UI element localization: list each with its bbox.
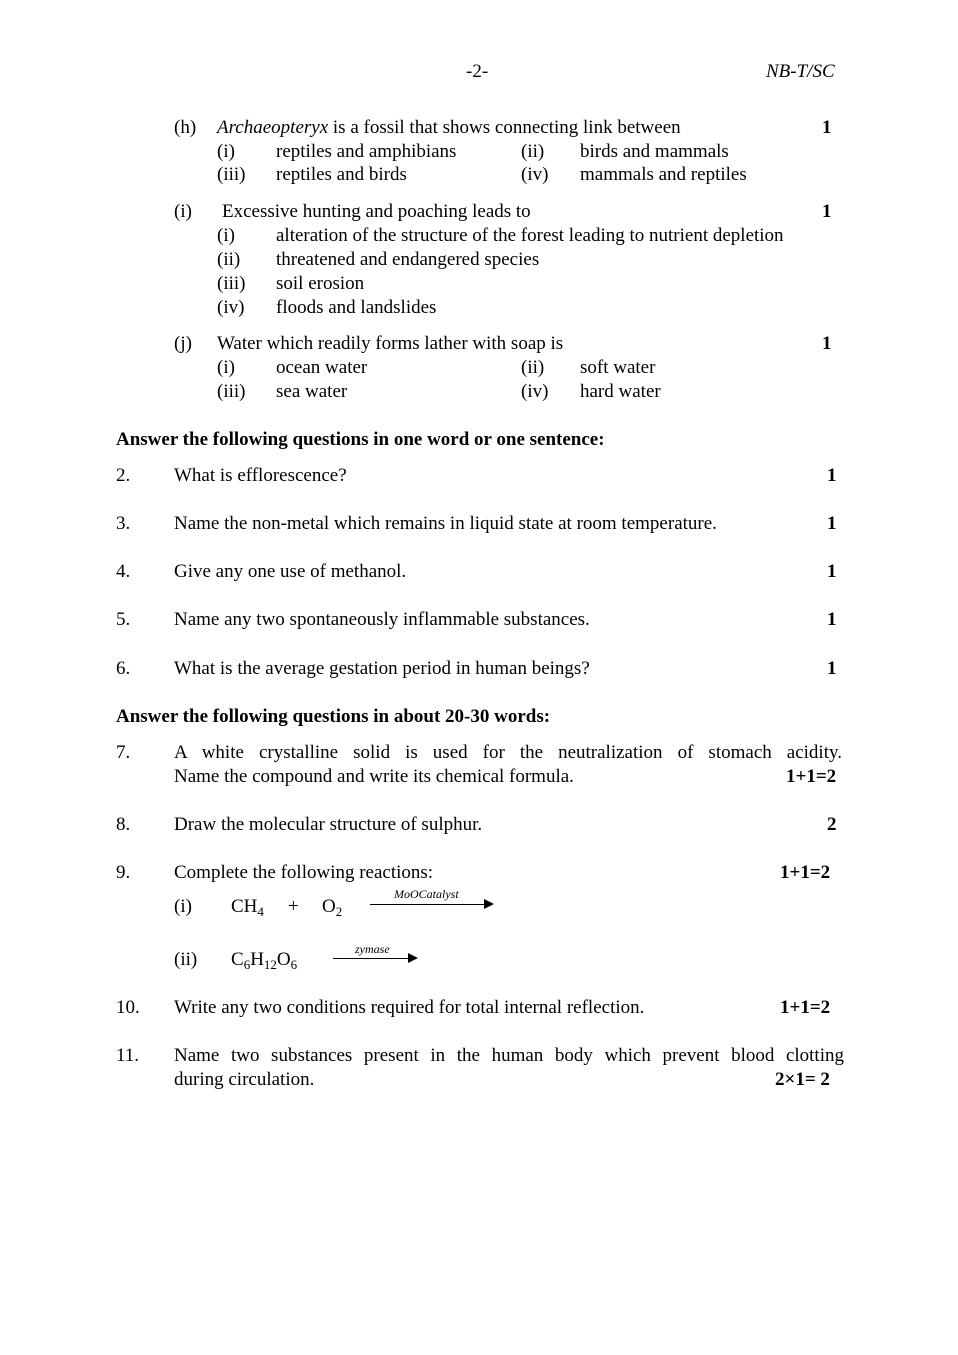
question-text: What is the average gestation period in human beings? <box>174 658 590 679</box>
arrow-shaft <box>370 904 484 905</box>
question-number: 10. <box>116 997 140 1018</box>
marks: 2×1= 2 <box>775 1069 830 1090</box>
term-archaeopteryx: Archaeopteryx <box>217 117 329 138</box>
option-text: reptiles and amphibians <box>276 141 457 162</box>
marks: 1 <box>822 333 832 354</box>
question-text-line1: Name two substances present in the human body which prevent blood clotting <box>174 1045 844 1066</box>
option-num: (iv) <box>521 381 549 402</box>
option-text: threatened and endangered species <box>276 249 540 270</box>
option-text: ocean water <box>276 357 368 378</box>
option-text: alteration of the structure of the forest leading to nutrient depletion <box>276 225 784 246</box>
question-text-line2: Name the compound and write its chemical formula. <box>174 766 574 787</box>
marks: 2 <box>827 814 837 835</box>
option-num: (iv) <box>521 164 549 185</box>
option-num: (i) <box>217 141 235 162</box>
question-number: 11. <box>116 1045 140 1066</box>
reactant-methane: $CH_4$ <box>231 896 264 919</box>
arrow-head-icon <box>408 953 418 963</box>
question-label: (j) <box>174 333 192 354</box>
question-number: 7. <box>116 742 131 763</box>
question-number: 2. <box>116 465 131 486</box>
catalyst-label: zymase <box>355 942 390 956</box>
question-text: Excessive hunting and poaching leads to <box>222 201 531 222</box>
section-heading-short: Answer the following questions in one word or one sentence: <box>116 429 605 450</box>
option-text: birds and mammals <box>580 141 729 162</box>
marks: 1 <box>827 609 837 630</box>
question-label: (i) <box>174 201 192 222</box>
arrow-head-icon <box>484 899 494 909</box>
marks: 1 <box>827 465 837 486</box>
option-num: (iii) <box>217 273 246 294</box>
reactant-oxygen: $O_2$ <box>322 896 343 919</box>
question-text: Water which readily forms lather with soap is <box>217 333 564 354</box>
option-text: hard water <box>580 381 661 402</box>
question-number: 6. <box>116 658 131 679</box>
marks: 1 <box>827 658 837 679</box>
option-text: soil erosion <box>276 273 365 294</box>
option-text: floods and landslides <box>276 297 437 318</box>
question-number: 9. <box>116 862 131 883</box>
arrow-shaft <box>333 958 409 959</box>
option-num: (ii) <box>521 357 545 378</box>
option-text: reptiles and birds <box>276 164 407 185</box>
marks: 1+1=2 <box>786 766 837 787</box>
question-number: 5. <box>116 609 131 630</box>
question-label: (h) <box>174 117 197 138</box>
marks: 1+1=2 <box>780 862 831 883</box>
option-num: (ii) <box>217 249 241 270</box>
option-num: (iii) <box>217 381 246 402</box>
option-text: sea water <box>276 381 348 402</box>
option-text: mammals and reptiles <box>580 164 747 185</box>
option-num: (i) <box>217 225 235 246</box>
reaction-label: (ii) <box>174 949 198 970</box>
page-number: -2- <box>466 61 489 82</box>
question-text: Archaeopteryx is a fossil that shows connecting link between <box>217 117 681 138</box>
marks: 1+1=2 <box>780 997 831 1018</box>
question-text: Name any two spontaneously inflammable substances. <box>174 609 590 630</box>
reactant-glucose: $C_6H_{12}O_6$ <box>231 949 298 972</box>
question-number: 4. <box>116 561 131 582</box>
option-num: (iv) <box>217 297 245 318</box>
option-text: soft water <box>580 357 656 378</box>
option-num: (i) <box>217 357 235 378</box>
question-number: 8. <box>116 814 131 835</box>
marks: 1 <box>822 117 832 138</box>
question-text-line2: during circulation. <box>174 1069 315 1090</box>
marks: 1 <box>827 561 837 582</box>
question-text: Complete the following reactions: <box>174 862 434 883</box>
option-num: (iii) <box>217 164 246 185</box>
section-heading-long: Answer the following questions in about 20-30 words: <box>116 706 551 727</box>
marks: 1 <box>827 513 837 534</box>
paper-code: NB-T/SC <box>766 61 835 82</box>
question-text: Name the non-metal which remains in liquid state at room temperature. <box>174 513 717 534</box>
reaction-label: (i) <box>174 896 192 917</box>
option-num: (ii) <box>521 141 545 162</box>
marks: 1 <box>822 201 832 222</box>
question-text-line1: A white crystalline solid is used for the neutralization of stomach acidity. <box>174 742 842 763</box>
question-text: What is efflorescence? <box>174 465 347 486</box>
catalyst-label: MoOCatalyst <box>394 887 459 901</box>
question-text: Write any two conditions required for total internal reflection. <box>174 997 645 1018</box>
question-number: 3. <box>116 513 131 534</box>
plus-sign: + <box>288 896 299 917</box>
question-text: Draw the molecular structure of sulphur. <box>174 814 483 835</box>
question-text: Give any one use of methanol. <box>174 561 407 582</box>
